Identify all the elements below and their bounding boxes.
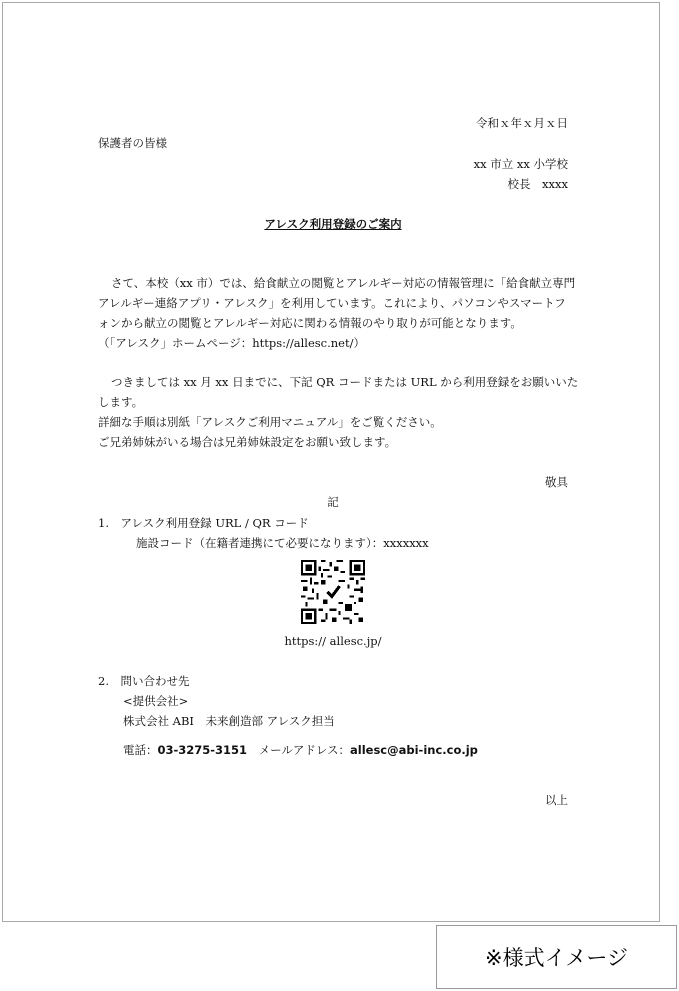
sender-principal: 校長 xxxx xyxy=(507,177,568,191)
registration-url: https:// allesc.jp/ xyxy=(284,634,382,648)
item-1-heading: 1. アレスク利用登録 URL / QR コード xyxy=(98,516,309,530)
document-page xyxy=(2,2,660,922)
phone-number: 03-3275-3151 xyxy=(157,743,248,757)
company-name: 株式会社 ABI 未来創造部 アレスク担当 xyxy=(123,714,335,728)
paragraph-1-line-3: ォンから献立の閲覧とアレルギー対応に関わる情報のやり取りが可能となります。 xyxy=(98,316,522,330)
closing-ijou: 以上 xyxy=(545,793,568,807)
homepage-link-text: （「アレスク」ホームページ：https://allesc.net/） xyxy=(98,336,365,350)
email-address: allesc@abi-inc.co.jp xyxy=(350,743,478,757)
paragraph-1-line-2: アレルギー連絡アプリ・アレスク」を利用しています。これにより、パソコンやスマートフ xyxy=(98,296,566,310)
letter-title: アレスク利用登録のご案内 xyxy=(264,217,402,231)
paragraph-2-line-3: 詳細な手順は別紙「アレスクご利用マニュアル」をご覧ください。 xyxy=(98,415,442,429)
facility-code: 施設コード（在籍者連携にて必要になります）：xxxxxxx xyxy=(136,536,429,550)
provider-label: <提供会社> xyxy=(123,694,189,708)
paragraph-1-line-1: さて、本校（xx 市）では、給食献立の閲覧とアレルギー対応の情報管理に「給食献立専門 xyxy=(111,276,576,290)
qr-code-image xyxy=(301,560,365,624)
item-2-heading: 2. 問い合わせ先 xyxy=(98,674,190,688)
letter-date: 令和ｘ年ｘ月ｘ日 xyxy=(476,116,568,130)
sample-image-caption xyxy=(436,925,677,989)
email-label: メールアドレス： xyxy=(247,743,351,757)
ki-heading: 記 xyxy=(327,495,339,509)
paragraph-2-line-2: します。 xyxy=(98,395,144,409)
paragraph-2-line-1: つきましては xx 月 xx 日までに、下記 QR コードまたは URL から利用登録をお願いいた xyxy=(111,375,579,389)
phone-label: 電話： xyxy=(123,743,158,757)
paragraph-2-line-4: ご兄弟姉妹がいる場合は兄弟姉妹設定をお願い致します。 xyxy=(98,435,397,449)
sender-school: xx 市立 xx 小学校 xyxy=(473,157,568,171)
contact-line xyxy=(123,743,478,757)
caption-text: ※様式イメージ xyxy=(485,946,628,970)
addressee: 保護者の皆様 xyxy=(98,136,167,150)
closing-keigu: 敬具 xyxy=(545,475,568,489)
